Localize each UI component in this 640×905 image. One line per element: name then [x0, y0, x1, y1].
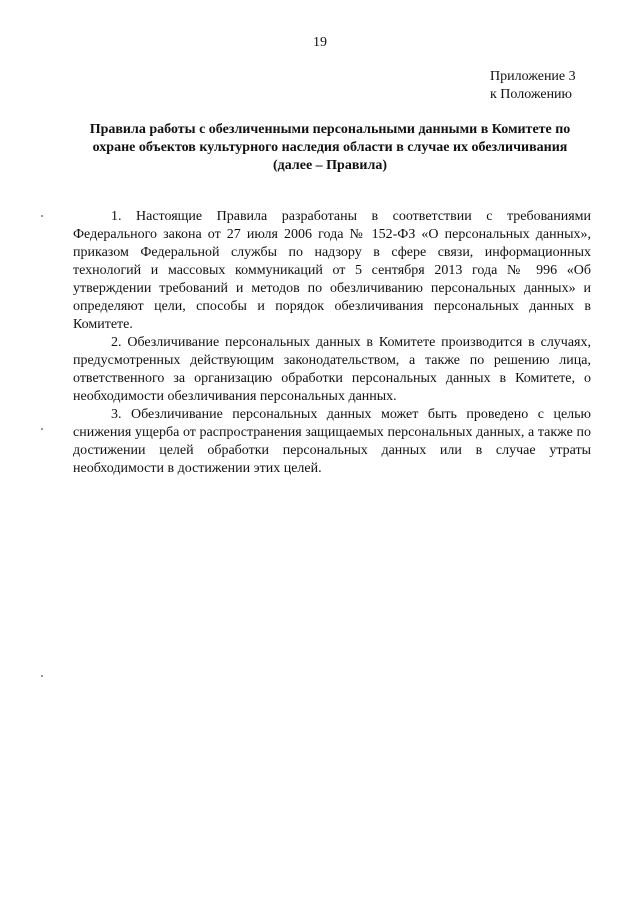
paragraph-3: 3. Обезличивание персональных данных может быть проведено с целью снижения ущерба от распространения защищаемых персональных данных, а также по достижении целей обработки персональных данных или в случае утраты необходимости в достижении этих целей.: [73, 407, 591, 476]
title-line-3: (далее – Правила): [273, 158, 387, 173]
title-line-1: Правила работы с обезличенными персональными данными в Комитете по: [89, 122, 571, 137]
paragraph-2: 2. Обезличивание персональных данных в Комитете производится в случаях, предусмотренных действующим законодательством, а также по решению лица, ответственного за организацию обработки персональных данных в Комитете, о необходимости обезличивания персональных данных.: [73, 335, 591, 404]
document-body: [73, 208, 591, 478]
title-line-2: охране объектов культурного наследия области в случае их обезличивания: [92, 140, 568, 155]
scan-margin-mark: [41, 215, 43, 217]
scan-margin-mark: [41, 428, 43, 430]
appendix-line-2: к Положению: [490, 87, 573, 102]
appendix-note: [490, 68, 576, 104]
document-title: [70, 121, 590, 175]
scan-margin-mark: [41, 675, 43, 677]
appendix-line-1: Приложение 3: [490, 69, 576, 84]
page-number: 19: [313, 35, 327, 50]
paragraph-1: 1. Настоящие Правила разработаны в соответствии с требованиями Федерального закона от 27 июля 2006 года № 152-ФЗ «О персональных данных», приказом Федеральной службы по надзору в сфере связи, информационных технологий и массовых коммуникаций от 5 сентября 2013 года № 996 «Об утверждении требований и методов по обезличиванию персональных данных» и определяют цели, способы и порядок обезличивания персональных данных в Комитете.: [73, 209, 591, 332]
